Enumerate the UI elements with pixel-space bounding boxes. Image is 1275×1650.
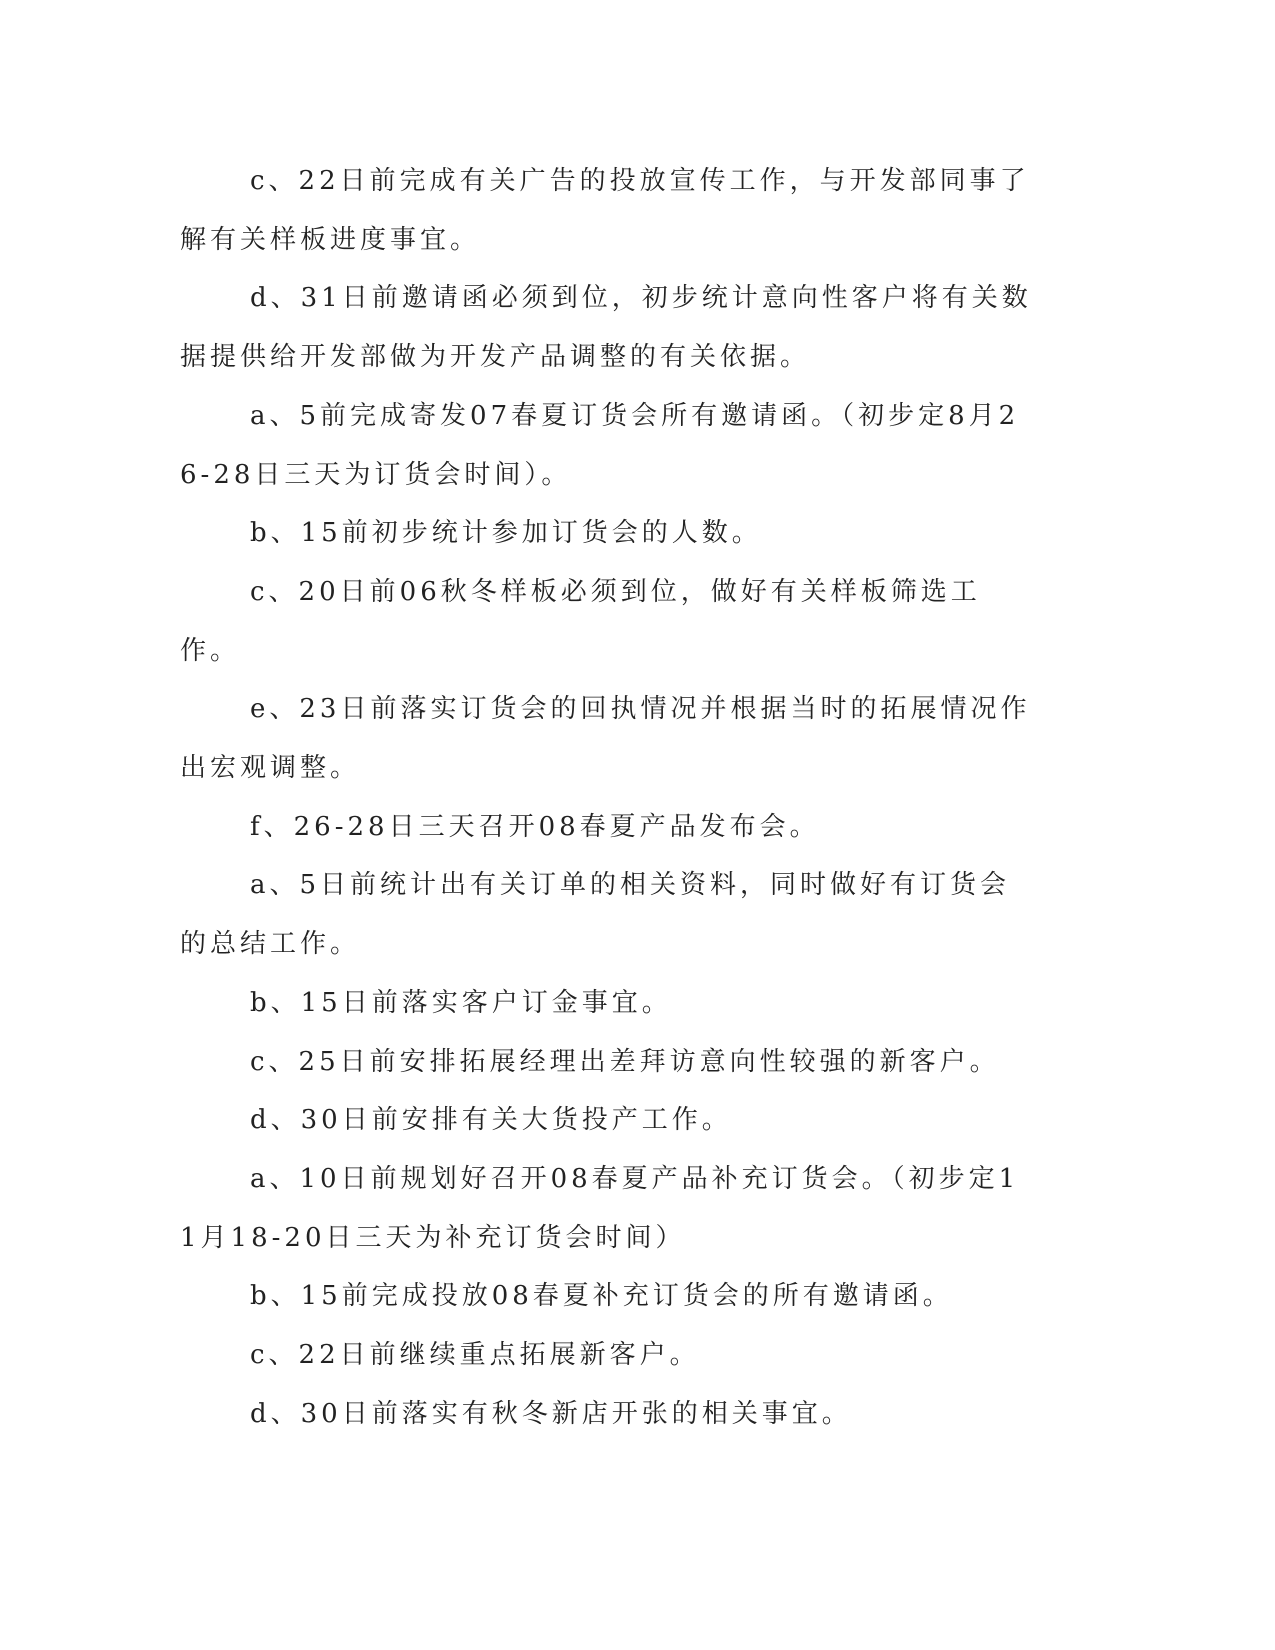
paragraph: d、31日前邀请函必须到位，初步统计意向性客户将有关数据提供给开发部做为开发产品调整的有关依据。 bbox=[180, 283, 1032, 373]
paragraph: c、22日前完成有关广告的投放宣传工作，与开发部同事了解有关样板进度事宜。 bbox=[180, 166, 1030, 255]
paragraph: d、30日前落实有秋冬新店开张的相关事宜。 bbox=[250, 1398, 852, 1429]
paragraph: a、10日前规划好召开08春夏产品补充订货会。（初步定11月18-20日三天为补充订货会时间） bbox=[180, 1163, 1020, 1253]
paragraph: a、5前完成寄发07春夏订货会所有邀请函。（初步定8月26-28日三天为订货会时间）。 bbox=[180, 400, 1020, 490]
paragraph: e、23日前落实订货会的回执情况并根据当时的拓展情况作出宏观调整。 bbox=[180, 694, 1031, 784]
paragraph: c、22日前继续重点拓展新客户。 bbox=[250, 1340, 700, 1371]
paragraph: d、30日前安排有关大货投产工作。 bbox=[250, 1105, 732, 1136]
paragraph: c、25日前安排拓展经理出差拜访意向性较强的新客户。 bbox=[250, 1046, 1000, 1077]
document-body bbox=[180, 152, 1032, 1443]
paragraph: b、15日前落实客户订金事宜。 bbox=[250, 987, 672, 1018]
paragraph: f、26-28日三天召开08春夏产品发布会。 bbox=[250, 811, 820, 842]
paragraph: c、20日前06秋冬样板必须到位，做好有关样板筛选工作。 bbox=[180, 576, 981, 666]
paragraph: a、5日前统计出有关订单的相关资料，同时做好有订货会的总结工作。 bbox=[180, 870, 1011, 960]
paragraph: b、15前完成投放08春夏补充订货会的所有邀请函。 bbox=[250, 1281, 953, 1312]
paragraph: b、15前初步统计参加订货会的人数。 bbox=[250, 518, 762, 549]
